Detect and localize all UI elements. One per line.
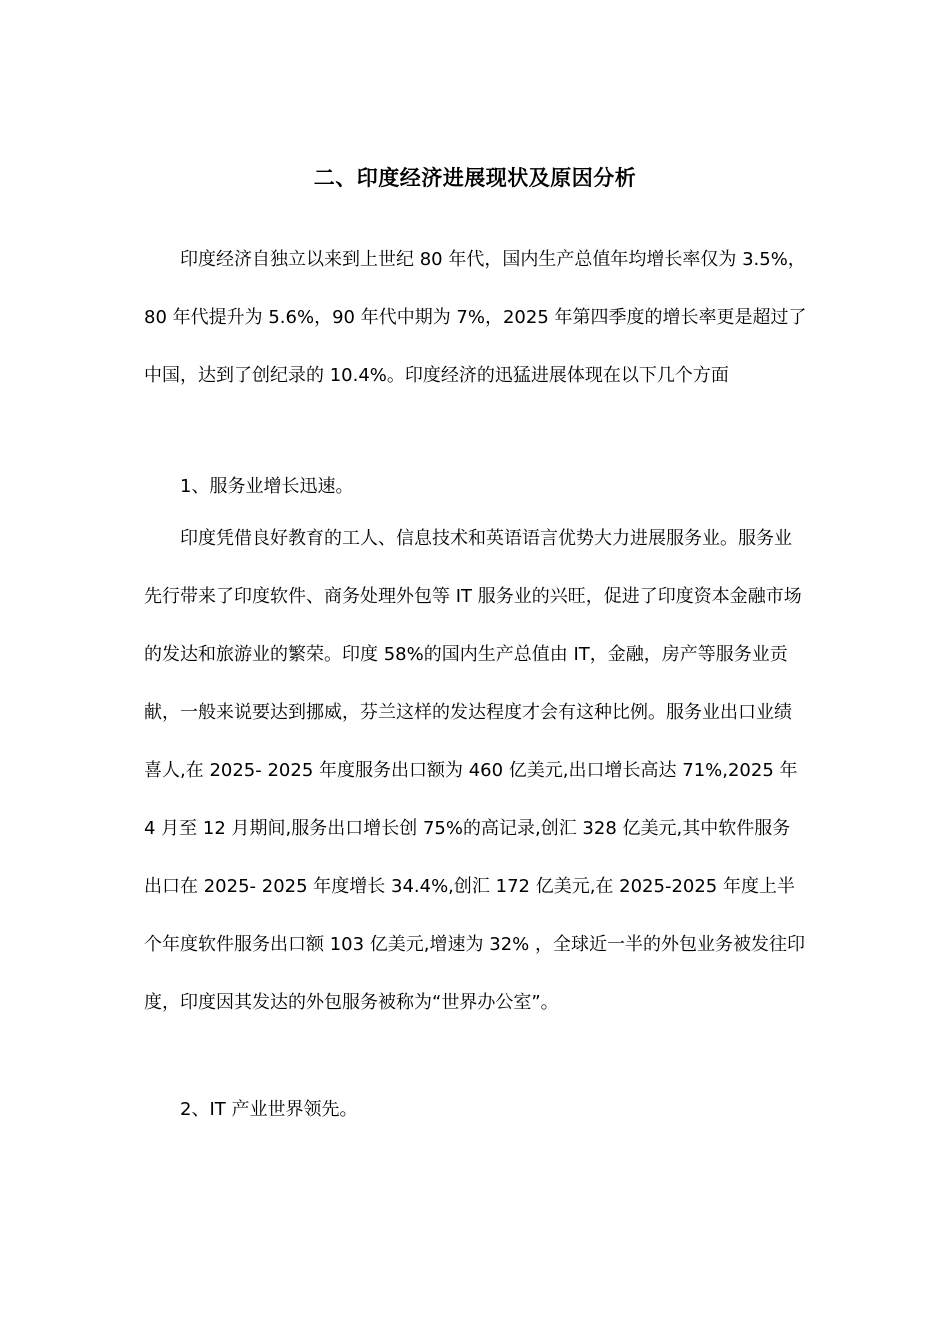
paragraph-services-industry: 印度凭借良好教育的工人、信息技术和英语语言优势大力进展服务业。服务业先行带来了印度软件、商务处理外包等 IT 服务业的兴旺，促进了印度资本金融市场的发达和旅游业的繁荣。印度 58%的国内生产总值由 IT，金融，房产等服务业贡献，一般来说要达到挪威，芬兰这样的发达程度才会有这种比例。服务业出口业绩喜人,在 2025- 2025 年度服务出口额为 460 亿美元,出口增长高达 71%,2025 年 4 月至 12 月期间,服务出口增长创 75%的高记录,创汇 328 亿美元,其中软件服务出口在 2025- 2025 年度增长 34.4%,创汇 172 亿美元,在 2025-2025 年度上半个年度软件服务出口额 103 亿美元,增速为 32% ，全球近一半的外包业务被发往印度，印度因其发达的外包服务被称为“世界办公室”。 — [144, 528, 805, 1013]
document-title: 二、印度经济进展现状及原因分析 — [313, 166, 637, 190]
paragraph-economic-growth: 印度经济自独立以来到上世纪 80 年代，国内生产总值年均增长率仅为 3.5%，80 年代提升为 5.6%，90 年代中期为 7%，2025 年第四季度的增长率更是超过了中国，达到了创纪录的 10.4%。印度经济的迅猛进展体现在以下几个方面 — [144, 249, 807, 386]
section-heading-services: 1、服务业增长迅速。 — [180, 476, 354, 497]
section-heading-it-industry: 2、IT 产业世界领先。 — [180, 1099, 358, 1120]
